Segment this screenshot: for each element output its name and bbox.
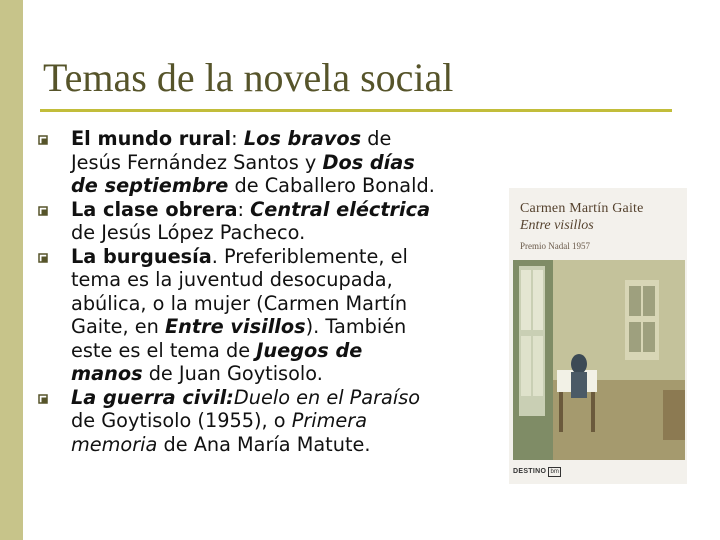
bullet-item-guerra-civil: [38, 386, 638, 457]
publisher-mark: bm: [548, 467, 561, 477]
bullet-list: [38, 127, 638, 456]
hollow-square-icon: [38, 206, 48, 216]
text-line: [71, 386, 638, 410]
theme-label: El mundo rural: [71, 127, 232, 150]
text-run: de Goytisolo (1955), o: [71, 409, 292, 432]
slide-title: Temas de la novela social: [43, 55, 454, 100]
text-run: :: [231, 127, 244, 150]
text-run: Gaite, en: [71, 315, 166, 338]
text-line: [71, 433, 638, 457]
book-prize: Premio Nadal 1957: [520, 241, 590, 251]
text-run: abúlica, o la mujer (Carmen Martín: [71, 291, 408, 315]
text-line: [71, 174, 638, 198]
publisher-name: DESTINO: [513, 468, 547, 475]
text-line: [71, 292, 638, 316]
text-line: [71, 198, 638, 222]
novel-title: Los bravos: [243, 127, 362, 150]
novel-title: Dos días: [322, 150, 415, 174]
text-line: [71, 315, 638, 339]
bullet-item-burguesia: [38, 245, 638, 386]
title-underline: [40, 109, 672, 112]
text-line: [71, 339, 638, 363]
novel-title: Primera: [291, 409, 368, 432]
text-line: [71, 362, 638, 386]
text-line: [71, 409, 638, 433]
theme-label: La guerra civil:: [71, 385, 234, 409]
text-run: de Jesús López Pacheco.: [71, 221, 306, 244]
text-run: de Caballero Bonald.: [228, 174, 435, 197]
text-run: ). También: [305, 315, 407, 338]
theme-label: La burguesía: [71, 244, 212, 268]
text-run: de: [361, 127, 392, 150]
book-title: Entre visillos: [520, 218, 594, 233]
book-author: Carmen Martín Gaite: [520, 201, 644, 216]
text-run: de Ana María Matute.: [157, 432, 371, 456]
novel-title: memoria: [71, 432, 158, 456]
novel-title: manos: [71, 362, 143, 385]
text-run: este es el tema de: [71, 338, 257, 362]
text-line: [71, 127, 638, 151]
text-line: [71, 268, 638, 292]
text-line: [71, 151, 638, 175]
novel-title: Duelo en el Paraíso: [233, 385, 421, 409]
text-line: [71, 221, 638, 245]
hollow-square-icon: [38, 135, 48, 145]
text-run: Jesús Fernández Santos y: [71, 150, 323, 174]
novel-title: de septiembre: [71, 174, 229, 197]
novel-title: Central eléctrica: [250, 197, 431, 221]
bullet-item-clase-obrera: [38, 198, 638, 245]
bullet-item-rural: [38, 127, 638, 198]
hollow-square-icon: [38, 394, 48, 404]
text-run: . Preferiblemente, el: [211, 244, 408, 268]
text-line: [71, 245, 638, 269]
hollow-square-icon: [38, 253, 48, 263]
publisher-logo: [513, 466, 561, 477]
theme-label: La clase obrera: [71, 197, 238, 221]
novel-title: Entre visillos: [165, 315, 306, 338]
text-run: :: [237, 197, 251, 221]
novel-title: Juegos de: [256, 338, 363, 362]
text-run: de Juan Goytisolo.: [142, 362, 323, 385]
slide-sidebar-band: [0, 0, 23, 540]
text-run: tema es la juventud desocupada,: [71, 268, 393, 291]
